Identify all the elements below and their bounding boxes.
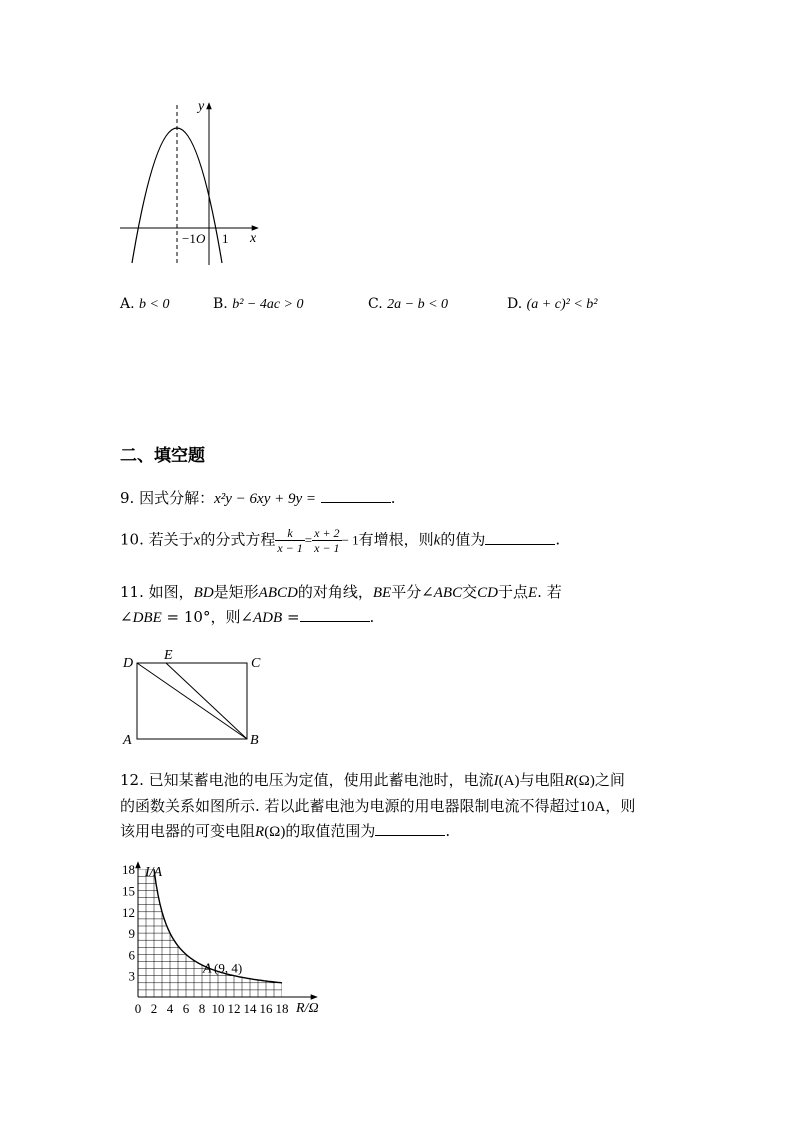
q12-r-sym-2: R <box>255 824 265 840</box>
q11-text-d: 平分∠ <box>391 583 434 601</box>
x-tick-label: 8 <box>198 1001 206 1016</box>
q11-adb: ADB <box>253 610 283 626</box>
x-tick-label: 14 <box>243 1001 257 1016</box>
q11-text-i: = <box>282 608 300 626</box>
x-tick-label: 16 <box>259 1001 273 1016</box>
q10-answer-blank[interactable] <box>485 532 555 545</box>
q10-tail: − 1 <box>341 532 359 548</box>
q12-text-b: 与电阻 <box>519 771 565 789</box>
label-e: E <box>164 648 173 663</box>
y-tick-label: 18 <box>122 862 135 878</box>
q12-text-d: 的函数关系如图所示. 若以此蓄电池为电源的用电器限制电流不得超过 <box>120 797 580 815</box>
chart-ylabel: I/A <box>145 865 163 880</box>
q12-answer-blank[interactable] <box>375 823 445 836</box>
y-tick-label: 15 <box>122 883 135 899</box>
q12-number: 12. <box>120 771 144 789</box>
q11-cd: CD <box>477 585 498 601</box>
q12-text-g: 的取值范围为 <box>285 822 376 840</box>
q12-r-unit: (Ω) <box>573 773 595 789</box>
q9-end: . <box>390 489 396 507</box>
option-c <box>368 296 448 313</box>
x-axis-label: x <box>250 231 257 246</box>
question-12-line-2 <box>120 795 635 816</box>
option-a-letter: A. <box>120 296 135 312</box>
q12-text-c: 之间 <box>594 771 625 789</box>
q11-text-f: 于点 <box>497 583 528 601</box>
option-b-expr: b² − 4ac > 0 <box>232 297 304 312</box>
q11-be: BE <box>372 585 392 601</box>
q12-i-unit: (A) <box>498 773 520 789</box>
x-tick-label: 18 <box>275 1001 289 1016</box>
q12-r-unit-2: (Ω) <box>264 824 286 840</box>
q11-bd: BD <box>193 585 214 601</box>
q10-fraction-2 <box>312 526 341 555</box>
option-d <box>507 296 597 313</box>
question-9 <box>120 487 396 508</box>
chart-grid <box>138 869 282 997</box>
q11-end: . <box>369 608 375 626</box>
segment-be <box>166 663 247 739</box>
option-c-expr: 2a − b < 0 <box>387 297 449 312</box>
diagonal-bd <box>137 663 247 739</box>
q11-answer-blank[interactable] <box>300 609 370 622</box>
q12-limit: 10A <box>579 799 606 815</box>
option-b-letter: B. <box>213 296 228 312</box>
x-tick-label: 10 <box>211 1001 225 1016</box>
tick-label-neg1: −1 <box>182 231 196 246</box>
section-heading: 二、填空题 <box>120 446 205 466</box>
x-tick-label: 6 <box>182 1001 190 1016</box>
q10-suffix: 有增根，则 <box>358 530 434 549</box>
parabola-figure <box>110 95 270 270</box>
option-d-letter: D. <box>507 296 523 312</box>
question-11-line-2 <box>120 606 374 627</box>
q9-answer-blank[interactable] <box>321 490 391 503</box>
question-12-line-3 <box>120 820 450 841</box>
q10-frac1-den: x − 1 <box>277 541 303 555</box>
option-a-expr: b < 0 <box>139 297 170 312</box>
q11-abcd: ABCD <box>258 585 298 601</box>
label-a: A <box>123 733 132 748</box>
q10-var-x: x <box>193 532 201 549</box>
y-tick-labels <box>122 862 136 984</box>
q11-text-b: 是矩形 <box>213 583 259 601</box>
question-11-line-1 <box>120 581 562 602</box>
chart-xlabel: R/Ω <box>296 1001 319 1016</box>
q10-frac2-num: x + 2 <box>314 526 340 540</box>
rectangle-figure <box>118 645 268 750</box>
q11-text-h: = 10°，则∠ <box>161 608 254 626</box>
point-a-label: A <box>203 961 212 977</box>
x-tick-labels <box>135 1001 289 1016</box>
y-tick-label: 3 <box>128 968 135 984</box>
q11-text-e: 交 <box>462 583 478 601</box>
q10-fraction-1 <box>275 526 304 555</box>
q10-number: 10. <box>120 530 144 549</box>
option-c-letter: C. <box>368 296 383 312</box>
q11-text-g: . 若 <box>537 583 562 601</box>
label-d: D <box>123 656 134 671</box>
q11-e: E <box>527 585 538 601</box>
y-axis-label: y <box>198 99 205 114</box>
q11-number: 11. <box>120 583 144 601</box>
q12-end: . <box>445 822 451 840</box>
q10-prefix: 若关于 <box>148 530 194 549</box>
option-b <box>213 296 304 313</box>
y-tick-label: 9 <box>128 926 135 942</box>
q11-text-c: 的对角线， <box>297 583 373 601</box>
q10-eq: = <box>304 532 313 548</box>
x-tick-label: 12 <box>227 1001 241 1016</box>
x-tick-label: 0 <box>134 1001 142 1016</box>
question-12-line-1 <box>120 769 625 790</box>
x-tick-label: 4 <box>166 1001 174 1016</box>
label-b: B <box>250 733 259 748</box>
q12-text-f: 该用电器的可变电阻 <box>120 822 256 840</box>
tick-label-1: 1 <box>222 231 229 246</box>
q9-text: 因式分解： <box>139 489 215 507</box>
q9-number: 9. <box>120 489 135 507</box>
q10-frac2-den: x − 1 <box>314 541 340 555</box>
origin-label: O <box>196 231 206 246</box>
point-a-group <box>202 961 242 977</box>
option-d-expr: (a + c)² < b² <box>526 297 598 312</box>
x-tick-label: 2 <box>150 1001 158 1016</box>
point-a-coord: (9, 4) <box>214 960 243 976</box>
q11-angle-a: ∠ <box>120 608 133 626</box>
option-a <box>120 296 169 313</box>
q12-text-a: 已知某蓄电池的电压为定值，使用此蓄电池时，电流 <box>148 771 494 789</box>
q11-text-a: 如图， <box>148 583 194 601</box>
q10-frac1-num: k <box>275 526 304 541</box>
q10-middle: 的分式方程 <box>200 530 276 549</box>
y-tick-label: 6 <box>128 947 135 963</box>
q12-text-e: ，则 <box>605 797 636 815</box>
q11-abc: ABC <box>433 585 463 601</box>
label-c: C <box>251 656 261 671</box>
q11-dbe: DBE <box>132 610 162 626</box>
q10-var-k: k <box>433 532 441 549</box>
q9-expr: x²y − 6xy + 9y = <box>214 491 317 507</box>
q10-end: . <box>555 530 561 549</box>
q12-i-sym: I <box>493 773 499 789</box>
question-10 <box>120 526 560 555</box>
q10-suffix2: 的值为 <box>440 530 486 549</box>
current-resistance-chart <box>105 858 345 1023</box>
q12-r-sym: R <box>564 773 574 789</box>
y-tick-label: 12 <box>122 904 135 920</box>
